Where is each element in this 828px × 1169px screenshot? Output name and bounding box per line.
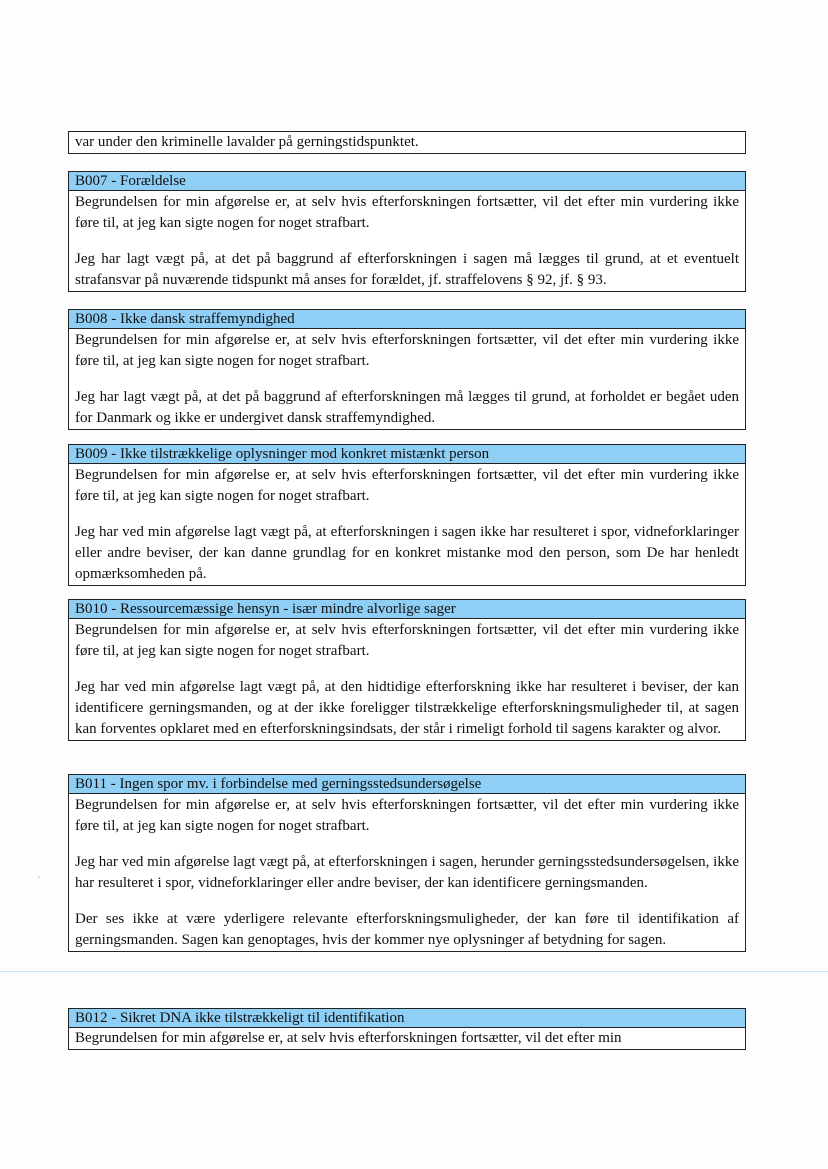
section-header: B012 - Sikret DNA ikke tilstrækkeligt til identifikation (69, 1009, 745, 1028)
scan-fold-line (0, 971, 828, 972)
section-b009 (68, 444, 746, 586)
section-paragraph: Jeg har ved min afgørelse lagt vægt på, at den hidtidige efterforskning ikke har resulteret i beviser, der kan identificere gerningsmanden, og at der ikke foreligger tilstrækkelige efterforskningsmuligheder til, at sagen kan forventes opklaret med en efterforskningsindsats, der står i rimeligt forhold til sagens karakter og alvor. (75, 679, 739, 737)
continuation-box (68, 131, 746, 154)
section-header: B008 - Ikke dansk straffemyndighed (69, 310, 745, 329)
section-paragraph: Begrundelsen for min afgørelse er, at selv hvis efterforskningen fortsætter, vil det efter min vurdering ikke føre til, at jeg kan sigte nogen for noget strafbart. (75, 622, 739, 659)
section-paragraph: Jeg har lagt vægt på, at det på baggrund af efterforskningen i sagen må lægges til grund, at et eventuelt strafansvar på nuværende tidspunkt må anses for forældet, jf. straffelovens § 92, jf. § 93. (75, 251, 739, 288)
section-header: B010 - Ressourcemæssige hensyn - især mindre alvorlige sager (69, 600, 745, 619)
section-paragraph: Jeg har ved min afgørelse lagt vægt på, at efterforskningen i sagen ikke har resulteret i spor, vidneforklaringer eller andre beviser, der kan danne grundlag for en konkret mistanke mod den person, som De har henledt opmærksomheden på. (75, 524, 739, 582)
section-b012 (68, 1008, 746, 1050)
section-paragraph: Der ses ikke at være yderligere relevante efterforskningsmuligheder, der kan føre til identifikation af gerningsmanden. Sagen kan genoptages, hvis der kommer nye oplysninger af betydning for sagen. (75, 911, 739, 948)
section-header: B009 - Ikke tilstrækkelige oplysninger mod konkret mistænkt person (69, 445, 745, 464)
section-b008 (68, 309, 746, 430)
section-header: B007 - Forældelse (69, 172, 745, 191)
continuation-text: var under den kriminelle lavalder på gerningstidspunktet. (75, 134, 419, 150)
section-paragraph: Jeg har lagt vægt på, at det på baggrund af efterforskningen må lægges til grund, at forholdet er begået uden for Danmark og ikke er undergivet dansk straffemyndighed. (75, 389, 739, 426)
section-paragraph: Begrundelsen for min afgørelse er, at selv hvis efterforskningen fortsætter, vil det efter min vurdering ikke føre til, at jeg kan sigte nogen for noget strafbart. (75, 467, 739, 504)
section-b010 (68, 599, 746, 741)
section-paragraph: Begrundelsen for min afgørelse er, at selv hvis efterforskningen fortsætter, vil det efter min vurdering ikke føre til, at jeg kan sigte nogen for noget strafbart. (75, 797, 739, 834)
section-paragraph: Jeg har ved min afgørelse lagt vægt på, at efterforskningen i sagen, herunder gerningsstedsundersøgelsen, ikke har resulteret i spor, vidneforklaringer eller andre beviser, der kan identificere gerningsmanden. (75, 854, 739, 891)
section-header: B011 - Ingen spor mv. i forbindelse med gerningsstedsundersøgelse (69, 775, 745, 794)
section-paragraph: Begrundelsen for min afgørelse er, at selv hvis efterforskningen fortsætter, vil det efter min vurdering ikke føre til, at jeg kan sigte nogen for noget strafbart. (75, 332, 739, 369)
scan-speck (38, 876, 40, 878)
section-paragraph: Begrundelsen for min afgørelse er, at selv hvis efterforskningen fortsætter, vil det efter min (75, 1030, 622, 1046)
section-paragraph: Begrundelsen for min afgørelse er, at selv hvis efterforskningen fortsætter, vil det efter min vurdering ikke føre til, at jeg kan sigte nogen for noget strafbart. (75, 194, 739, 231)
section-b007 (68, 171, 746, 292)
section-b011 (68, 774, 746, 952)
